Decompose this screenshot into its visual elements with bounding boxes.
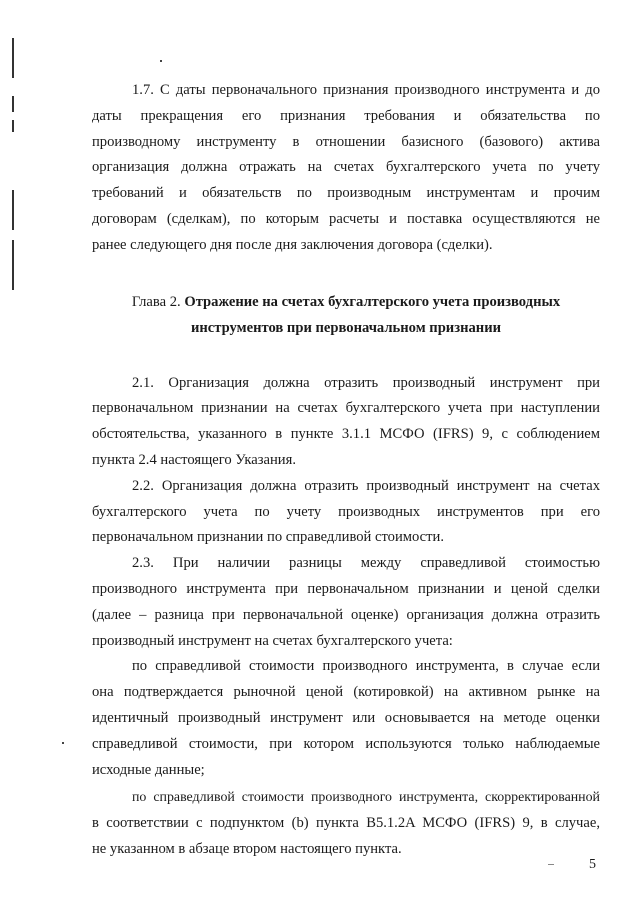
margin-scan-mark (12, 38, 14, 78)
text-line: обстоятельства, указанного в пункте 3.1.1 МСФО (IFRS) 9, с соблюдением (92, 426, 600, 443)
margin-scan-mark (12, 96, 14, 112)
spacer (92, 259, 600, 285)
paragraph-2-3 (92, 551, 600, 654)
paragraph-1-7 (92, 78, 600, 259)
document-page (92, 78, 600, 863)
margin-scan-mark (12, 120, 14, 132)
chapter-heading (92, 285, 600, 341)
scan-dot (160, 60, 162, 62)
text-line: 2.3. При наличии разницы между справедливой стоимостью (132, 555, 600, 572)
text-line: производного инструмента при первоначальном признании и ценой сделки (92, 580, 600, 597)
text-line: первоначальном признании по справедливой стоимости. (92, 529, 444, 546)
page-number: 5 (589, 857, 596, 872)
chapter-title-part-1: Отражение на счетах бухгалтерского учета производных (184, 293, 561, 310)
text-line: (далее – разница при первоначальной оценке) организация должна отразить (92, 606, 600, 623)
text-line: 2.2. Организация должна отразить производный инструмент на счетах (132, 477, 600, 494)
chapter-number: Глава 2. (131, 293, 181, 310)
margin-scan-mark (12, 190, 14, 230)
text-line: ранее следующего дня после дня заключения договора (сделки). (92, 236, 493, 253)
text-line: даты прекращения его признания требования и обязательства по (92, 107, 600, 124)
text-line: исходные данные; (92, 761, 205, 778)
text-line: договорам (сделкам), по которым расчеты и поставка осуществляются не (92, 210, 600, 227)
text-line: идентичный производный инструмент или основывается на методе оценки (92, 709, 600, 726)
paragraph-2-3-item-1 (92, 654, 600, 783)
chapter-title-part-2: инструментов при первоначальном признании (190, 319, 502, 336)
page-number-dash (548, 864, 554, 865)
text-line: производный инструмент на счетах бухгалтерского учета: (92, 632, 453, 649)
text-line: организация должна отражать на счетах бухгалтерского учета по учету (92, 159, 600, 176)
spacer (92, 341, 600, 371)
text-line: пункта 2.4 настоящего Указания. (92, 451, 296, 468)
text-line: производному инструменту в отношении базисного (базового) актива (92, 133, 600, 150)
text-line: по справедливой стоимости производного инструмента, скорректированной (132, 790, 600, 806)
text-line: справедливой стоимости, при котором используются только наблюдаемые (92, 735, 600, 752)
text-line: 1.7. С даты первоначального признания производного инструмента и до (132, 82, 600, 98)
text-line: бухгалтерского учета по учету производных инструментов при его (92, 503, 600, 520)
text-line: требований и обязательств по производным инструментам и прочим (92, 185, 600, 202)
text-line: по справедливой стоимости производного инструмента, в случае если (132, 658, 600, 675)
paragraph-2-2 (92, 474, 600, 551)
text-line: в соответствии с подпунктом (b) пункта B5.1.2A МСФО (IFRS) 9, в случае, (92, 815, 600, 832)
paragraph-2-3-item-2 (92, 783, 600, 862)
scan-dot (62, 742, 64, 744)
text-line: она подтверждается рыночной ценой (котировкой) на активном рынке на (92, 684, 600, 701)
paragraph-2-1 (92, 371, 600, 474)
margin-scan-mark (12, 240, 14, 290)
text-line: первоначальном признании на счетах бухгалтерского учета при наступлении (92, 400, 600, 417)
chapter-heading-line-1 (92, 289, 600, 315)
text-line: не указанном в абзаце втором настоящего пункта. (92, 840, 402, 857)
text-line: 2.1. Организация должна отразить производный инструмент при (132, 374, 600, 391)
